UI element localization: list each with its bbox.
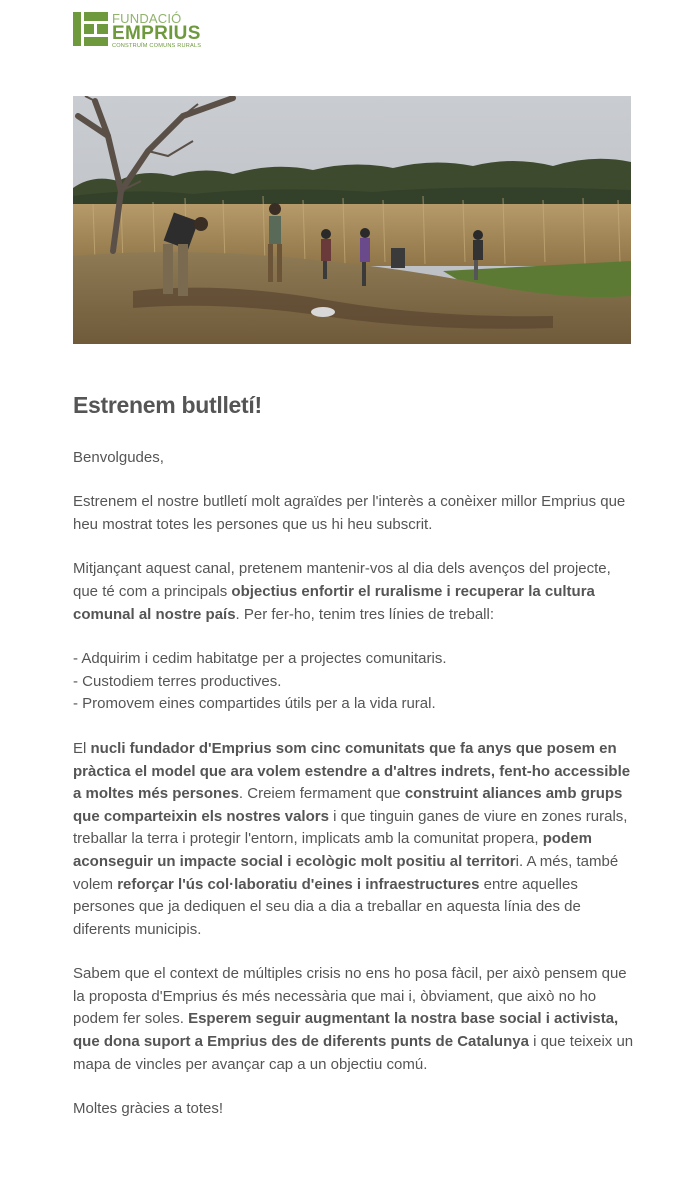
paragraph-crisis: Sabem que el context de múltiples crisis no ens ho posa fàcil, per això pensem que la proposta d'Emprius és més necessària que mai i, òbviament, que això no ho podem fer soles. Esperem seguir augmentant la nostra base social i activista, que dona suport a Emprius des de diferents punts de Catalunya i que teixeix un mapa de vincles per avançar cap a un objectiu comú. xyxy=(73,965,634,1073)
highlight-alliances: construint aliances amb grups que comparteixin els nostres valors xyxy=(73,785,623,825)
article-title: Estrenem butlletí! xyxy=(73,392,262,418)
work-line-3: - Promovem eines compartides útils per a la vida rural. xyxy=(73,695,436,713)
newsletter-article xyxy=(73,392,638,1121)
highlight-founders: nucli fundador d'Emprius som cinc comunitats que fa anys que posem en pràctica el model que ara volem estendre a d'altres indrets, fent-ho accessible a moltes més persones xyxy=(73,739,631,803)
logo-mark-icon xyxy=(73,12,108,46)
emprius-logo[interactable] xyxy=(73,12,201,50)
logo-tagline: CONSTRUÏM COMUNS RURALS xyxy=(112,43,202,49)
work-line-1: - Adquirim i cedim habitatge per a projectes comunitaris. xyxy=(73,650,447,668)
highlight-collaborative-use: reforçar l'ús col·laboratiu d'eines i infraestructures xyxy=(117,875,480,893)
work-line-2: - Custodiem terres productives. xyxy=(73,672,282,690)
highlight-social-base: Esperem seguir augmentant la nostra base social i activista, que dona suport a Emprius des de diferents punts de Catalunya xyxy=(73,1010,619,1051)
logo-fundacio-text: FUNDACIÓ xyxy=(112,11,182,26)
closing-thanks: Moltes gràcies a totes! xyxy=(73,1100,224,1118)
highlight-objectives: objectius enfortir el ruralisme i recuperar la cultura comunal al nostre país xyxy=(73,582,595,623)
logo-emprius-text: EMPRIUS xyxy=(112,23,201,44)
highlight-impact: podem aconseguir un impacte social i ecològic molt positiu al territor xyxy=(73,830,592,870)
photo-volunteers-working-field-icon xyxy=(73,96,631,344)
greeting: Benvolgudes, xyxy=(73,448,164,466)
hero-photo xyxy=(73,96,631,344)
paragraph-founders: El nucli fundador d'Emprius som cinc comunitats que fa anys que posem en pràctica el model que ara volem estendre a d'altres indrets, fent-ho accessible a moltes més persones. Creiem fermament que construint aliances amb grups que comparteixin els nostres valors i que tinguin ganes de viure en zones rurals, treballar la terra i protegir l'entorn, implicats amb la comunitat propera, podem aconseguir un impacte social i ecològic molt positiu al territori. A més, també volem reforçar l'ús col·laboratiu d'eines i infraestructures entre aquelles persones que ja dediquen el seu dia a dia a treballar en aquesta línia des de diferents municipis. xyxy=(73,739,631,938)
paragraph-objectives: Mitjançant aquest canal, pretenem mantenir-vos al dia dels avenços del projecte, que té com a principals objectius enfortir el ruralisme i recuperar la cultura comunal al nostre país. Per fer-ho, tenim tres línies de treball: xyxy=(73,560,611,623)
paragraph-intro: Estrenem el nostre butlletí molt agraïdes per l'interès a conèixer millor Emprius que heu mostrat totes les persones que us hi heu subscrit. xyxy=(73,493,626,533)
